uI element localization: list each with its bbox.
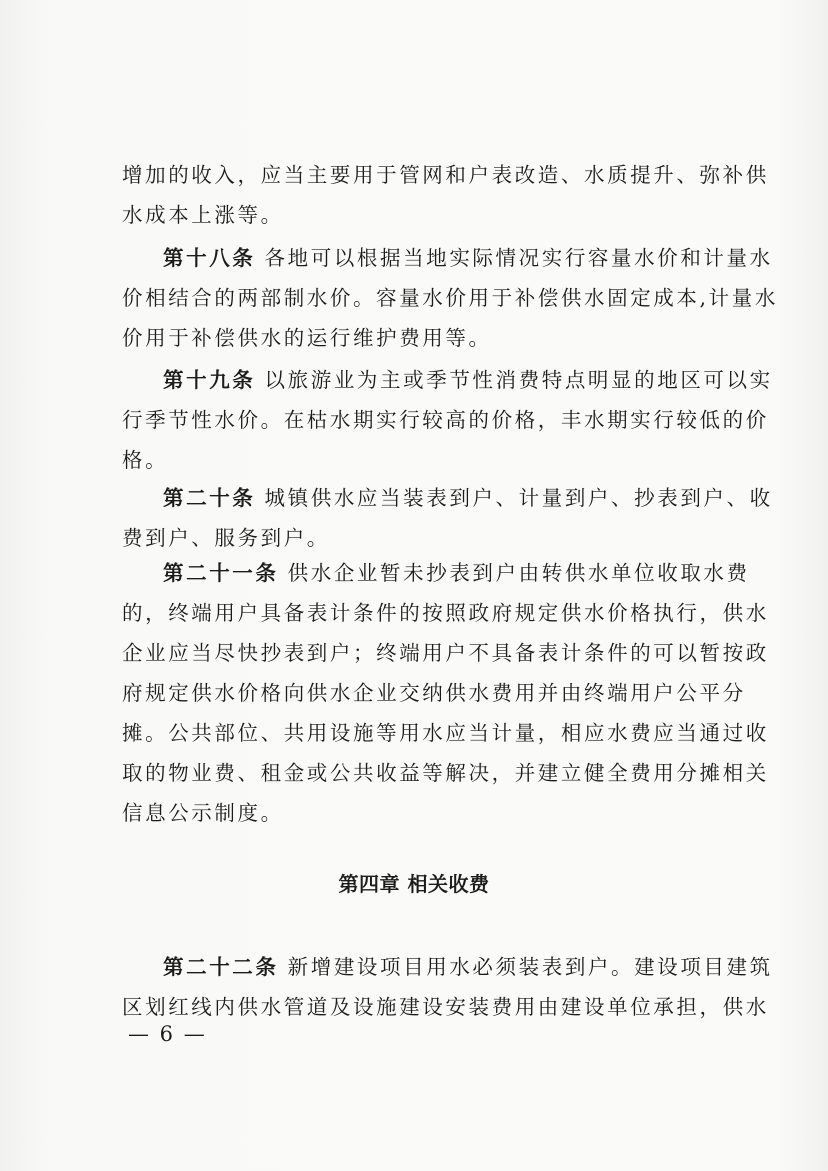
- text-line: 的，终端用户具备表计条件的按照政府规定供水价格执行，供水: [122, 601, 769, 625]
- article-text: 各地可以根据当地实际情况实行容量水价和计量水: [264, 246, 773, 270]
- article-label: 第二十条: [163, 486, 256, 510]
- article-18: [122, 238, 778, 358]
- article-19: [122, 360, 773, 480]
- text-line: 水成本上涨等。: [122, 203, 284, 227]
- article-first-line: [122, 360, 773, 400]
- text-line: 价相结合的两部制水价。容量水价用于补偿供水固定成本,计量水: [122, 286, 778, 310]
- article-label: 第二十二条: [163, 955, 279, 979]
- article-20: [122, 478, 773, 558]
- text-line: 府规定供水价格向供水企业交纳供水费用并由终端用户公平分: [122, 681, 746, 705]
- text-line: 费到户、服务到户。: [122, 526, 330, 550]
- article-22: [122, 947, 773, 1027]
- article-label: 第十九条: [163, 368, 256, 392]
- article-21: [122, 553, 769, 833]
- article-text: 新增建设项目用水必须装表到户。建设项目建筑: [287, 955, 773, 979]
- text-line: 信息公示制度。: [122, 801, 284, 825]
- article-label: 第十八条: [163, 246, 256, 270]
- text-line: 摊。公共部位、共用设施等用水应当计量，相应水费应当通过收: [122, 721, 769, 745]
- text-line: 格。: [122, 448, 169, 472]
- chapter-title: 第四章 相关收费: [338, 872, 490, 896]
- text-line: 增加的收入，应当主要用于管网和户表改造、水质提升、弥补供: [122, 163, 769, 187]
- text-line: 取的物业费、租金或公共收益等解决，并建立健全费用分摊相关: [122, 761, 769, 785]
- paragraph-continuation: [122, 155, 769, 235]
- text-line: 区划红线内供水管道及设施建设安装费用由建设单位承担，供水: [122, 995, 769, 1019]
- article-first-line: [122, 478, 773, 518]
- article-text: 城镇供水应当装表到户、计量到户、抄表到户、收: [264, 486, 773, 510]
- article-first-line: [122, 553, 750, 593]
- text-line: 价用于补偿供水的运行维护费用等。: [122, 326, 492, 350]
- article-text: 以旅游业为主或季节性消费特点明显的地区可以实: [264, 368, 773, 392]
- article-text: 供水企业暂未抄表到户由转供水单位收取水费: [287, 561, 750, 585]
- text-line: 行季节性水价。在枯水期实行较高的价格，丰水期实行较低的价: [122, 408, 769, 432]
- text-line: 企业应当尽快抄表到户；终端用户不具备表计条件的可以暂按政: [122, 641, 769, 665]
- article-first-line: [122, 947, 773, 987]
- article-first-line: [122, 238, 773, 278]
- page-number: — 6 —: [128, 1022, 207, 1046]
- article-label: 第二十一条: [163, 561, 279, 585]
